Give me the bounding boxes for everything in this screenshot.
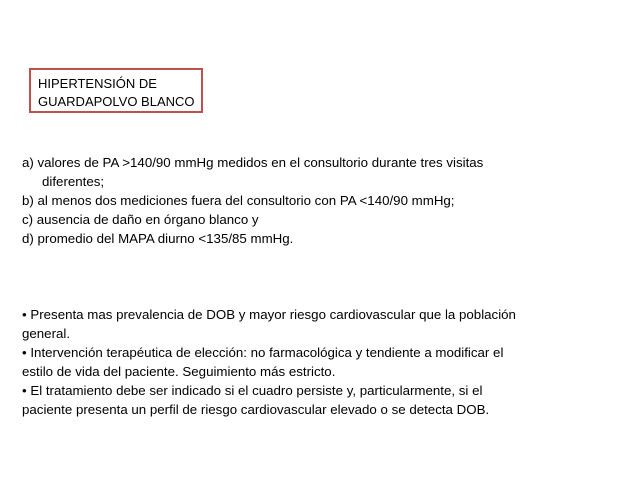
criteria-item-a: a) valores de PA >140/90 mmHg medidos en el consultorio durante tres visitas <box>22 155 484 170</box>
criteria-item-c: c) ausencia de daño en órgano blanco y <box>22 212 259 227</box>
note-line: • Presenta mas prevalencia de DOB y mayor riesgo cardiovascular que la población <box>22 307 516 322</box>
note-line: estilo de vida del paciente. Seguimiento más estricto. <box>22 364 336 379</box>
note-line: • El tratamiento debe ser indicado si el cuadro persiste y, particularmente, si el <box>22 383 483 398</box>
criteria-list <box>22 153 612 248</box>
slide-title-line-1: HIPERTENSIÓN DE <box>38 76 157 91</box>
notes-list <box>22 305 612 419</box>
note-line: paciente presenta un perfil de riesgo cardiovascular elevado o se detecta DOB. <box>22 402 490 417</box>
criteria-item-d: d) promedio del MAPA diurno <135/85 mmHg. <box>22 231 294 246</box>
criteria-item-b: b) al menos dos mediciones fuera del consultorio con PA <140/90 mmHg; <box>22 193 455 208</box>
slide-title-box <box>29 68 203 113</box>
criteria-item-a-continuation: diferentes; <box>42 174 105 189</box>
note-line: • Intervención terapéutica de elección: no farmacológica y tendiente a modificar el <box>22 345 504 360</box>
slide-title-line-2: GUARDAPOLVO BLANCO <box>38 94 195 109</box>
note-line: general. <box>22 326 71 341</box>
